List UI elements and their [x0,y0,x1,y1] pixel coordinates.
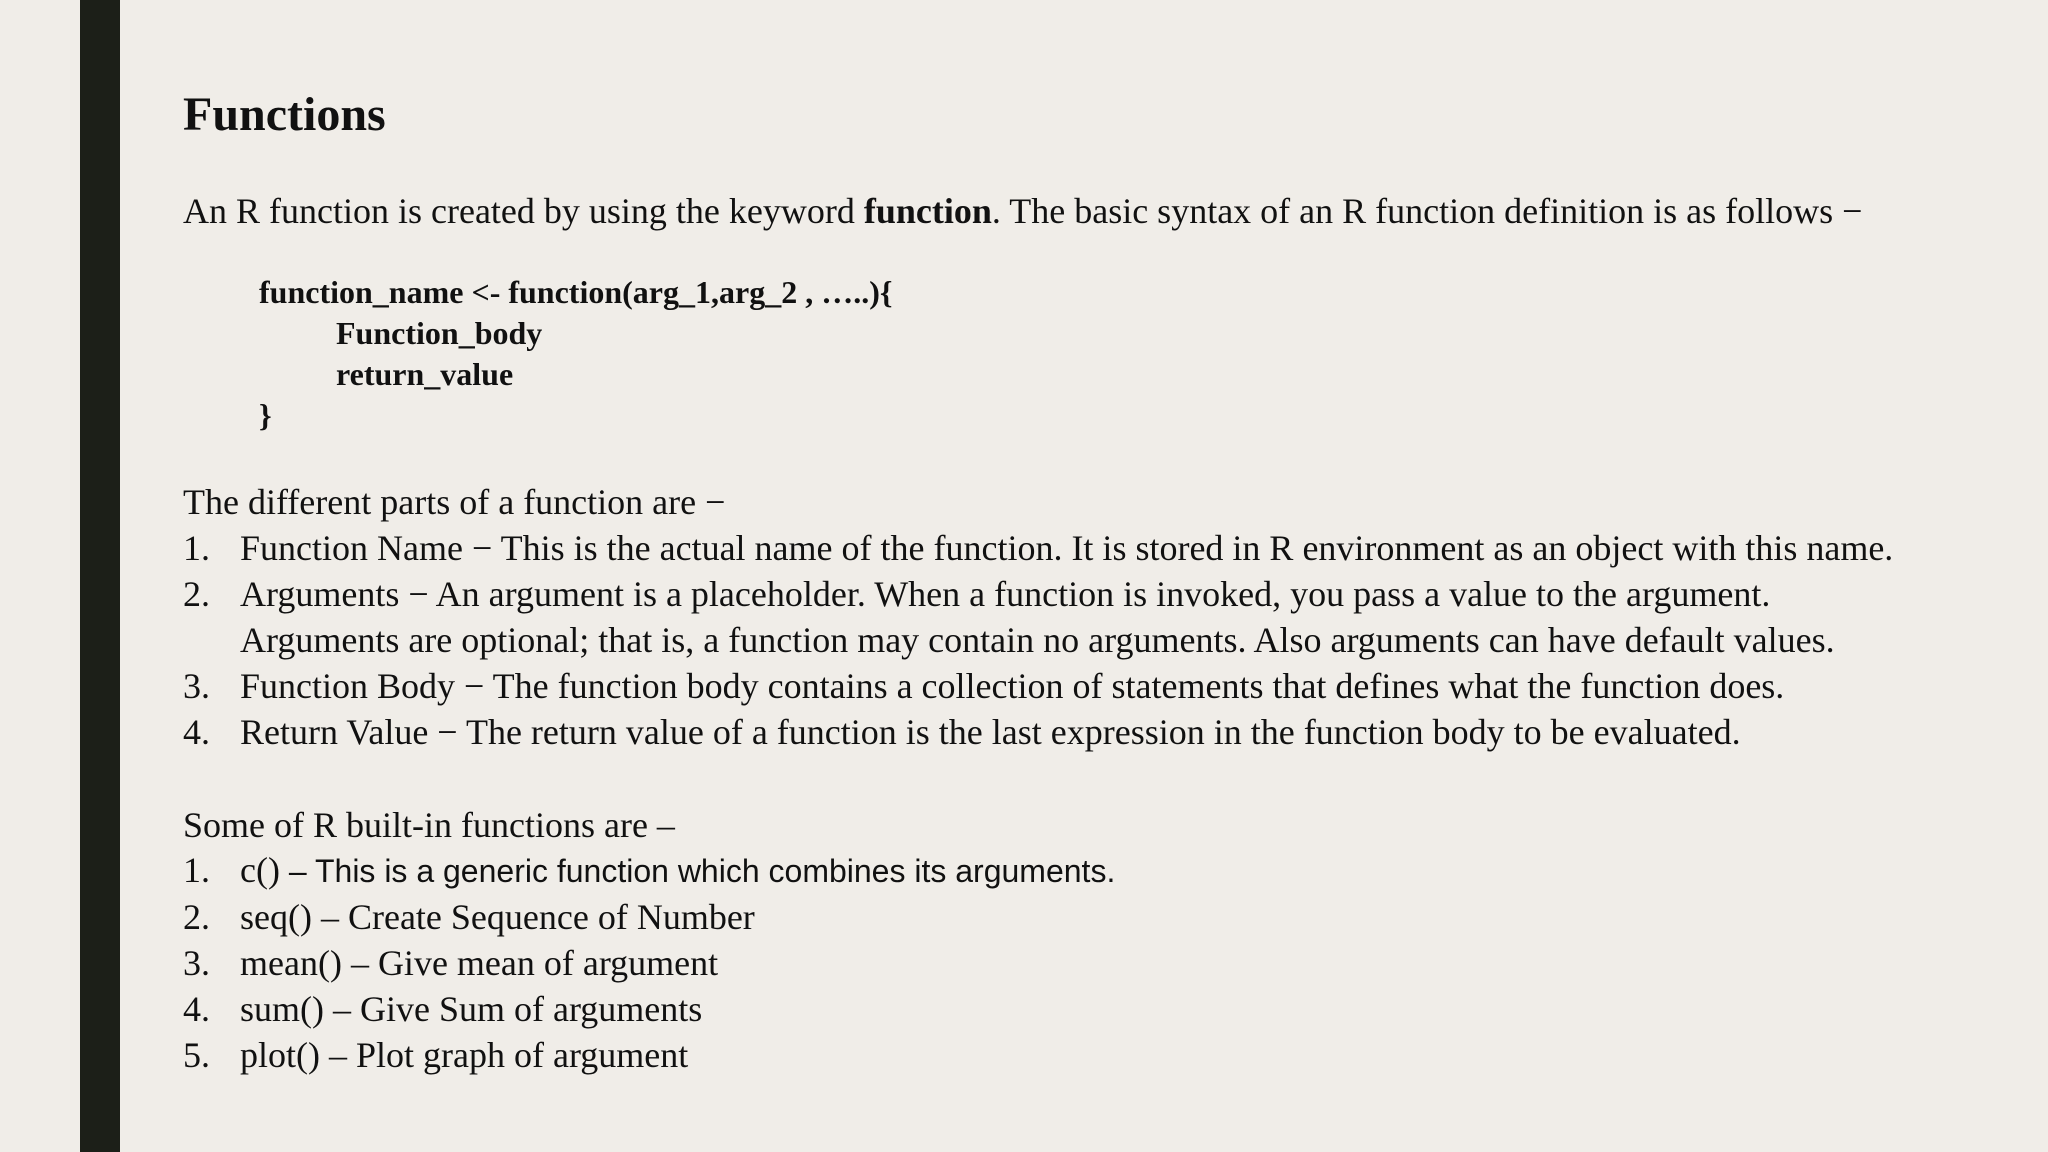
list-number: 3. [183,666,210,706]
list-number: 4. [183,989,210,1029]
function-name: mean() [240,943,342,983]
accent-side-bar [80,0,120,1152]
list-number: 5. [183,1035,210,1075]
function-parts-list [183,525,2023,755]
list-line: Function Name − This is the actual name of the function. It is stored in R environment as an object with this name. [240,528,1894,568]
list-line: Return Value − The return value of a function is the last expression in the function body to be evaluated. [240,712,1741,752]
builtins-heading: Some of R built-in functions are – [183,805,675,845]
intro-keyword: function [863,191,992,231]
list-item [183,847,1583,894]
slide-content [183,0,2023,1152]
list-item-text [240,709,2023,755]
list-item [183,986,1583,1032]
list-item [183,571,2023,663]
code-line: Function_body [336,315,543,351]
code-block [259,272,892,436]
builtin-functions-list [183,847,1583,1078]
list-number: 4. [183,712,210,752]
function-description: – Create Sequence of Number [311,897,755,937]
list-item-text [240,663,2023,709]
function-description: – Give Sum of arguments [324,989,703,1029]
list-number: 2. [183,897,210,937]
parts-heading: The different parts of a function are − [183,482,726,522]
list-item [183,940,1583,986]
function-description: – Plot graph of argument [319,1035,689,1075]
list-item [183,709,2023,755]
intro-paragraph [183,187,1862,235]
list-item-text [240,525,2023,571]
list-item [183,1032,1583,1078]
function-name: sum() [240,989,324,1029]
list-line: Arguments − An argument is a placeholder. When a function is invoked, you pass a value to the argument. [240,574,1771,614]
list-item [183,894,1583,940]
list-line: Arguments are optional; that is, a function may contain no arguments. Also arguments can have default values. [240,620,1835,660]
list-item-text [240,571,2023,663]
list-item [183,663,2023,709]
intro-text: An R function is created by using the keyword [183,191,864,231]
code-line: function_name <- function(arg_1,arg_2 , …..){ [259,274,893,310]
slide-title: Functions [183,88,386,141]
list-number: 1. [183,850,210,890]
function-name: c() [240,850,280,890]
list-line: Function Body − The function body contains a collection of statements that defines what the function does. [240,666,1785,706]
function-name: plot() [240,1035,320,1075]
list-number: 3. [183,943,210,983]
list-number: 1. [183,528,210,568]
function-name: seq() [240,897,312,937]
list-number: 2. [183,574,210,614]
function-description: – Give mean of argument [341,943,719,983]
code-line: } [259,397,272,433]
intro-text-end: . The basic syntax of an R function definition is as follows − [991,191,1863,231]
function-description: – This is a generic function which combines its arguments. [279,853,1116,889]
code-line: return_value [336,356,514,392]
list-item [183,525,2023,571]
